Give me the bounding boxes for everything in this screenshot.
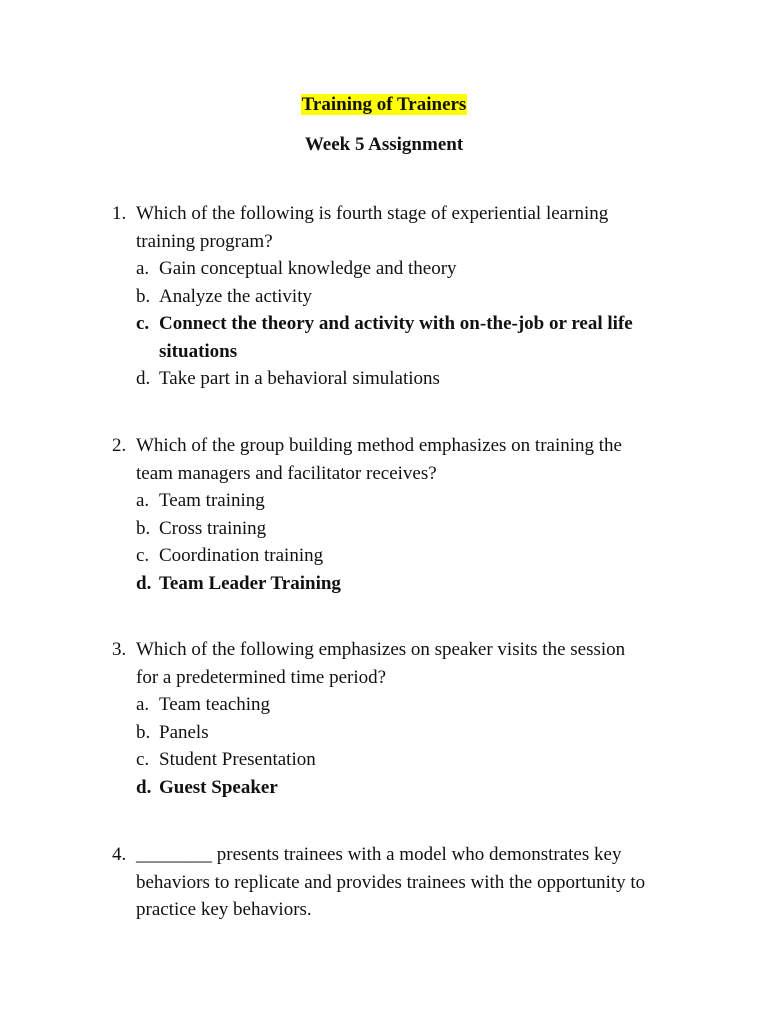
question-text: team managers and facilitator receives? [136,462,437,484]
question-number: 1. [112,203,127,224]
answer-option-d [0,365,768,393]
option-letter: b. [136,517,151,539]
question-text: training program? [136,230,273,252]
answer-option-b [0,719,768,747]
page-title: Training of Trainers [301,94,467,115]
question-2 [0,432,768,597]
question-stem-line [0,636,768,664]
option-letter: d. [136,572,152,594]
option-text: Analyze the activity [159,285,312,307]
question-stem-line [0,460,768,488]
option-text: Panels [159,721,209,743]
question-number: 4. [112,844,127,865]
answer-option-c-continuation [0,338,768,366]
option-text: Team Leader Training [159,572,341,594]
question-text: ________ presents trainees with a model who demonstrates key [136,844,622,865]
option-text: Guest Speaker [159,776,278,798]
option-letter: b. [136,285,151,307]
option-text: Team training [159,490,265,511]
question-1 [0,200,768,393]
question-text: behaviors to replicate and provides trainees with the opportunity to [136,871,646,893]
answer-option-a [0,487,768,515]
title-container [0,93,768,117]
question-number: 3. [112,639,127,660]
option-letter: a. [136,490,150,511]
option-letter: a. [136,694,150,715]
option-text: Coordination training [159,545,324,566]
answer-option-d-correct [0,570,768,598]
question-stem-line [0,228,768,256]
answer-option-c-correct [0,310,768,338]
option-text: Student Presentation [159,749,316,770]
option-text: Connect the theory and activity with on-the-job or real life [159,313,633,334]
question-number: 2. [112,435,127,456]
question-stem-line [0,200,768,228]
option-letter: c. [136,313,150,334]
answer-option-a [0,691,768,719]
page-subtitle: Week 5 Assignment [304,134,464,155]
question-text: Which of the following is fourth stage of experiential learning [136,203,609,224]
option-letter: c. [136,545,150,566]
answer-option-c [0,542,768,570]
answer-option-d-correct [0,774,768,802]
option-letter: c. [136,749,150,770]
question-text: for a predetermined time period? [136,666,387,688]
option-text: Gain conceptual knowledge and theory [159,258,457,279]
option-text: Team teaching [159,694,271,715]
question-stem-line [0,869,768,897]
option-letter: d. [136,368,151,389]
question-stem-line [0,432,768,460]
question-text: Which of the following emphasizes on speaker visits the session [136,639,626,660]
option-text: Take part in a behavioral simulations [159,368,440,389]
option-text: situations [159,340,238,362]
option-text: Cross training [159,517,267,539]
answer-option-c [0,746,768,774]
question-4 [0,841,768,924]
answer-option-b [0,283,768,311]
question-stem-line [0,896,768,924]
question-3 [0,636,768,801]
question-text: practice key behaviors. [136,899,312,920]
answer-option-a [0,255,768,283]
question-stem-line [0,841,768,869]
question-stem-line [0,664,768,692]
option-letter: b. [136,721,151,743]
answer-option-b [0,515,768,543]
option-letter: a. [136,258,150,279]
option-letter: d. [136,776,152,798]
question-text: Which of the group building method emphasizes on training the [136,435,622,456]
